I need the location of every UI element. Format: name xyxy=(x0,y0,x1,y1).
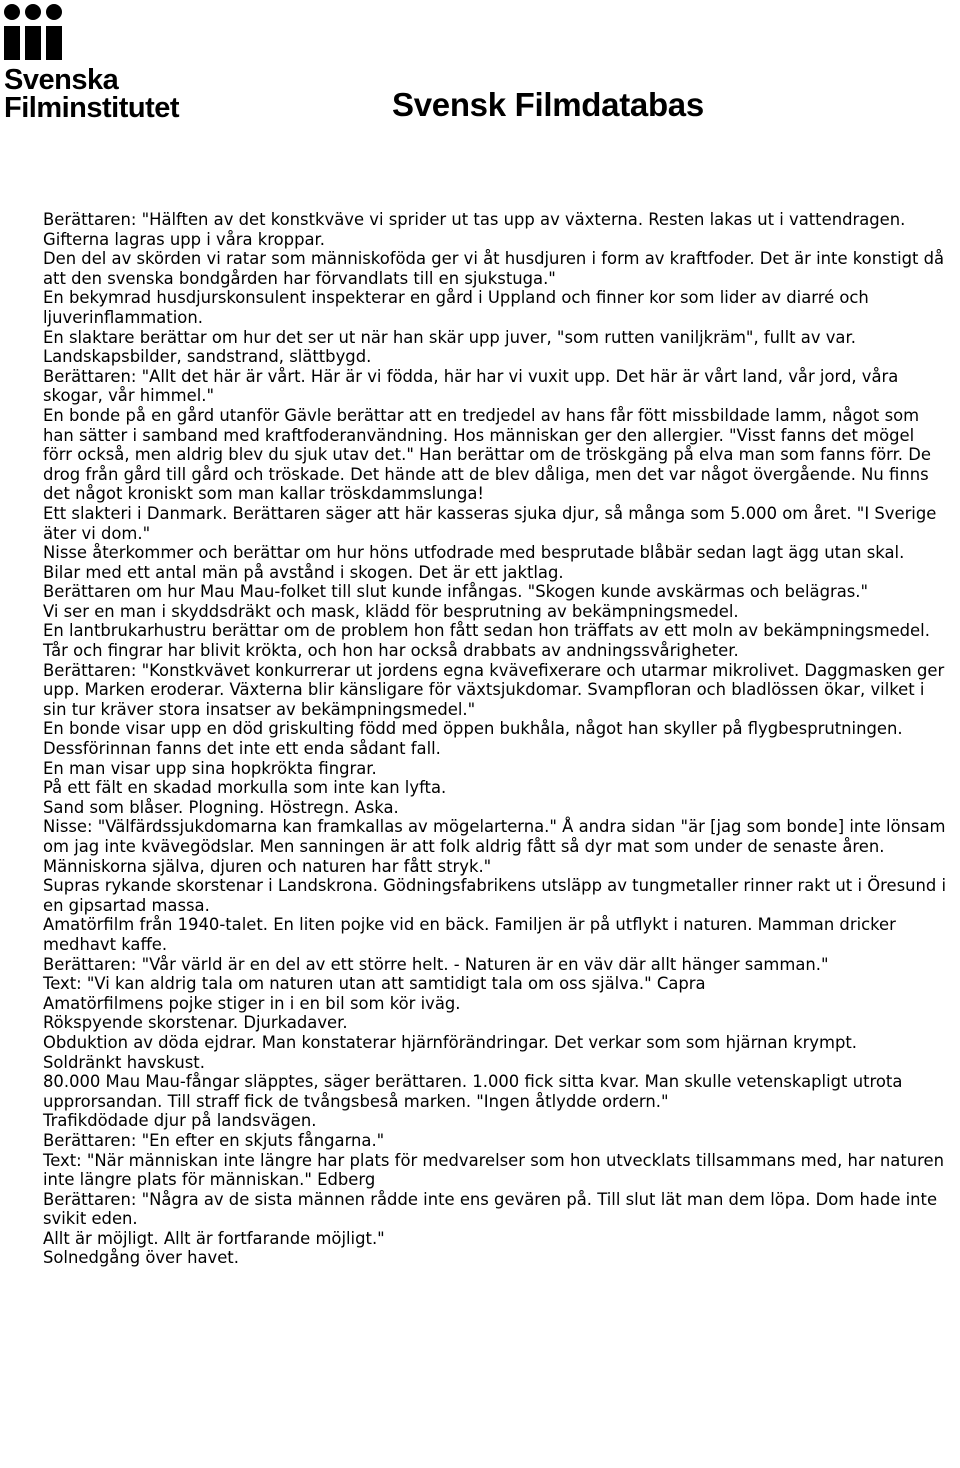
svenska-filminstitutet-logo[interactable] xyxy=(4,2,204,126)
synopsis-line: En bekymrad husdjurskonsulent inspekterar en gård i Uppland och finner kor som lider av diarré och ljuverinflammation. xyxy=(43,288,869,327)
synopsis-line: Berättaren: "Allt det här är vårt. Här är vi födda, här har vi vuxit upp. Det här är vårt land, vår jord, våra skogar, vår himmel." xyxy=(43,366,899,406)
synopsis-line: Berättaren: "Hälften av det konstkväve vi sprider ut tas upp av växterna. Resten lakas ut i vattendragen. xyxy=(43,210,906,229)
synopsis-line: En bonde på en gård utanför Gävle berättar att en tredjedel av hans får fött missbildade lamm, något som han sätter i samband med kraftfoderanvändning. Hos människan ger den allergier. "Visst fanns det mögel förr också, men aldrig blev du sjuk utav det." Han berättar om de tröskgäng på elva man som fanns förr. De drog från gård till gård och tröskade. Det hände att de blev dåliga, men det var något övergående. Nu finns det något kroniskt som man kallar tröskdammslunga! xyxy=(43,405,931,504)
logo-dot xyxy=(25,4,41,20)
synopsis-line: En man visar upp sina hopkrökta fingrar. xyxy=(43,758,377,778)
synopsis-line: Vi ser en man i skyddsdräkt och mask, klädd för besprutning av bekämpningsmedel. xyxy=(43,601,739,621)
synopsis-line: På ett fält en skadad morkulla som inte kan lyfta. xyxy=(43,778,447,798)
synopsis-line: Bilar med ett antal män på avstånd i skogen. Det är ett jaktlag. xyxy=(43,562,564,582)
synopsis-line: Obduktion av döda ejdrar. Man konstaterar hjärnförändringar. Det verkar som som hjärnan krympt. xyxy=(43,1032,858,1052)
synopsis-line: Soldränkt havskust. xyxy=(43,1052,205,1072)
synopsis-line: Berättaren: "Konstkvävet konkurrerar ut jordens egna kvävefixerare och utarmar mikrolivet. Daggmasken ger upp. Marken eroderar. Växterna blir känsligare för växtsjukdomar. Svampfloran och bladlössen ökar, vilket i sin tur kräver stora insatser av bekämpningsmedel." xyxy=(43,660,945,719)
logo-bar xyxy=(46,26,62,60)
synopsis-line: Text: "Vi kan aldrig tala om naturen utan att samtidigt tala om oss själva." Capra xyxy=(43,974,706,994)
synopsis-line: Sand som blåser. Plogning. Höstregn. Aska. xyxy=(43,797,399,817)
synopsis-line: Nisse: "Välfärdssjukdomarna kan framkallas av mögelarterna." Å andra sidan "är [jag som bonde] inte lönsam om jag inte kvävegödslar. Men sanningen är att folk aldrig fått så dyr mat som under de senaste åren. Människorna själva, djuren och naturen har fått stryk." xyxy=(43,817,946,876)
film-synopsis xyxy=(43,210,948,1268)
synopsis-line: Berättaren om hur Mau Mau-folket till slut kunde infångas. "Skogen kunde avskärmas och belägras." xyxy=(43,582,869,602)
synopsis-line: Supras rykande skorstenar i Landskrona. Gödningsfabrikens utsläpp av tungmetaller rinner rakt ut i Öresund i en gipsartad massa. xyxy=(43,876,947,915)
synopsis-line: En bonde visar upp en död griskulting född med öppen bukhåla, något han skyller på flygbesprutningen. Dessförinnan fanns det inte ett enda sådant fall. xyxy=(43,719,903,759)
synopsis-line: Allt är möjligt. Allt är fortfarande möjligt." xyxy=(43,1228,385,1248)
logo-text-line2: Filminstitutet xyxy=(4,92,180,124)
synopsis-line: Nisse återkommer och berättar om hur höns utfodrade med besprutade blåbär sedan lagt ägg utan skal. xyxy=(43,543,905,563)
synopsis-line: Gifterna lagras upp i våra kroppar. xyxy=(43,229,325,249)
logo-bar xyxy=(25,26,41,60)
logo-bar xyxy=(4,26,20,60)
synopsis-line: Landskapsbilder, sandstrand, slättbygd. xyxy=(43,347,372,367)
logo-text-line1: Svenska xyxy=(4,64,119,96)
synopsis-line: Trafikdödade djur på landsvägen. xyxy=(43,1111,317,1131)
site-title: Svensk Filmdatabas xyxy=(392,86,704,123)
synopsis-line: Text: "När människan inte längre har plats för medvarelser som hon utvecklats tillsammans med, har naturen inte längre plats för människan." Edberg xyxy=(43,1150,944,1190)
synopsis-line: En lantbrukarhustru berättar om de problem hon fått sedan hon träffats av ett moln av bekämpningsmedel. Tår och fingrar har blivit krökta, och hon har också drabbats av andningssvårigheter. xyxy=(43,621,930,661)
synopsis-line: Ett slakteri i Danmark. Berättaren säger att här kasseras sjuka djur, så många som 5.000 om året. "I Sverige äter vi dom." xyxy=(43,503,937,543)
synopsis-line: Berättaren: "Vår värld är en del av ett större helt. - Naturen är en väv där allt hänger samman." xyxy=(43,954,829,974)
synopsis-line: Den del av skörden vi ratar som människoföda ger vi åt husdjuren i form av kraftfoder. Det är inte konstigt då att den svenska bondgården har förvandlats till en sjukstuga." xyxy=(43,249,945,288)
logo-dot xyxy=(4,4,20,20)
synopsis-line: Amatörfilmens pojke stiger in i en bil som kör iväg. xyxy=(43,993,461,1013)
synopsis-line: Rökspyende skorstenar. Djurkadaver. xyxy=(43,1013,348,1033)
synopsis-line: En slaktare berättar om hur det ser ut när han skär upp juver, "som rutten vaniljkräm", fullt av var. xyxy=(43,327,856,347)
synopsis-line: Berättaren: "En efter en skjuts fångarna." xyxy=(43,1130,385,1150)
synopsis-line: Amatörfilm från 1940-talet. En liten pojke vid en bäck. Familjen är på utflykt i naturen. Mamman dricker medhavt kaffe. xyxy=(43,915,896,954)
synopsis-line: Solnedgång över havet. xyxy=(43,1248,239,1268)
synopsis-line: Berättaren: "Några av de sista männen rådde inte ens gevären på. Till slut lät man dem löpa. Dom hade inte svikit eden. xyxy=(43,1189,938,1229)
synopsis-line: 80.000 Mau Mau-fångar släpptes, säger berättaren. 1.000 fick sitta kvar. Man skulle vetenskapligt utrota upprorsandan. Till straff fick de tvångsbeså marken. "Ingen åtlydde ordern." xyxy=(43,1072,903,1111)
logo-dot xyxy=(46,4,62,20)
